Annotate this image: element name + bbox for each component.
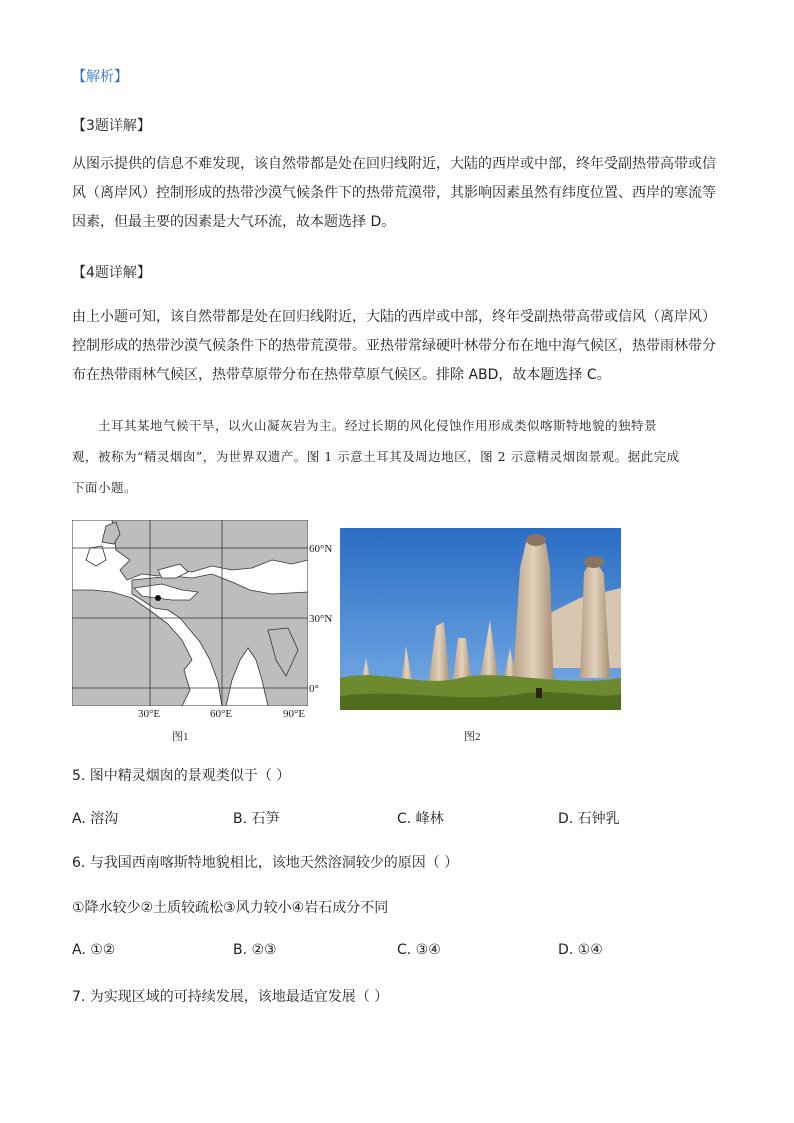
- analysis-heading: 【解析】: [72, 69, 128, 85]
- text-line: 土耳其某地气候干旱，以火山凝灰岩为主。经过长期的风化侵蚀作用形成类似喀斯特地貌的独特景: [98, 418, 658, 433]
- lon-label: 90°E: [283, 708, 306, 720]
- q5-option-d[interactable]: D. 石钟乳: [558, 811, 620, 827]
- text-line: 由上小题可知，该自然带都是处在回归线附近，大陆的西岸或中部，终年受副热带高带或信风（离岸风）: [72, 309, 716, 325]
- q4-explanation: [72, 303, 726, 390]
- text-line: 布在热带雨林气候区，热带草原带分布在热带草原气候区。排除 ABD，故本题选择 C。: [72, 367, 611, 383]
- q6-option-b[interactable]: B. ②③: [233, 942, 277, 958]
- text-line: 从图示提供的信息不难发现，该自然带都是处在回归线附近，大陆的西岸或中部，终年受副热带高带或信: [72, 156, 716, 172]
- text-line: 风（离岸风）控制形成的热带沙漠气候条件下的热带荒漠带，其影响因素虽然有纬度位置、西岸的寒流等: [72, 185, 716, 201]
- figure2-caption: 图2: [464, 731, 481, 743]
- reading-passage: [72, 410, 726, 503]
- lon-label: 60°E: [210, 708, 233, 720]
- q5-option-c[interactable]: C. 峰林: [397, 811, 444, 827]
- q3-explanation: [72, 150, 726, 237]
- location-dot: [155, 595, 161, 601]
- question-6-stem: 6. 与我国西南喀斯特地貌相比，该地天然溶洞较少的原因（ ）: [72, 855, 459, 871]
- fairy-chimney-photo: [340, 528, 621, 710]
- lon-label: 30°E: [138, 708, 161, 720]
- lat-label: 30°N: [309, 613, 333, 625]
- region-map: [72, 520, 308, 706]
- lat-label: 0°: [309, 683, 319, 695]
- text-line: 控制形成的热带沙漠气候条件下的热带荒漠带。亚热带常绿硬叶林带分布在地中海气候区，热带雨林带分: [72, 338, 716, 354]
- q5-option-b[interactable]: B. 石笋: [233, 811, 280, 827]
- text-line: 因素，但最主要的因素是大气环流，故本题选择 D。: [72, 214, 396, 230]
- q6-option-c[interactable]: C. ③④: [397, 942, 441, 958]
- q6-option-a[interactable]: A. ①②: [72, 942, 116, 958]
- question-7-stem: 7. 为实现区域的可持续发展，该地最适宜发展（ ）: [72, 989, 389, 1005]
- q6-statements: ①降水较少②土质较疏松③风力较小④岩石成分不同: [72, 900, 389, 916]
- q6-option-d[interactable]: D. ①④: [558, 942, 603, 958]
- figure1-caption: 图1: [172, 731, 189, 743]
- q3-detail-heading: 【3题详解】: [72, 118, 151, 134]
- lat-label: 60°N: [309, 543, 333, 555]
- q5-option-a[interactable]: A. 溶沟: [72, 811, 119, 827]
- text-line: 下面小题。: [72, 480, 138, 495]
- question-5-stem: 5. 图中精灵烟囱的景观类似于（ ）: [72, 768, 291, 784]
- q4-detail-heading: 【4题详解】: [72, 265, 151, 281]
- text-line: 观，被称为“精灵烟囱”，为世界双遗产。图 1 示意土耳其及周边地区，图 2 示意精灵烟囱景观。据此完成: [72, 449, 680, 464]
